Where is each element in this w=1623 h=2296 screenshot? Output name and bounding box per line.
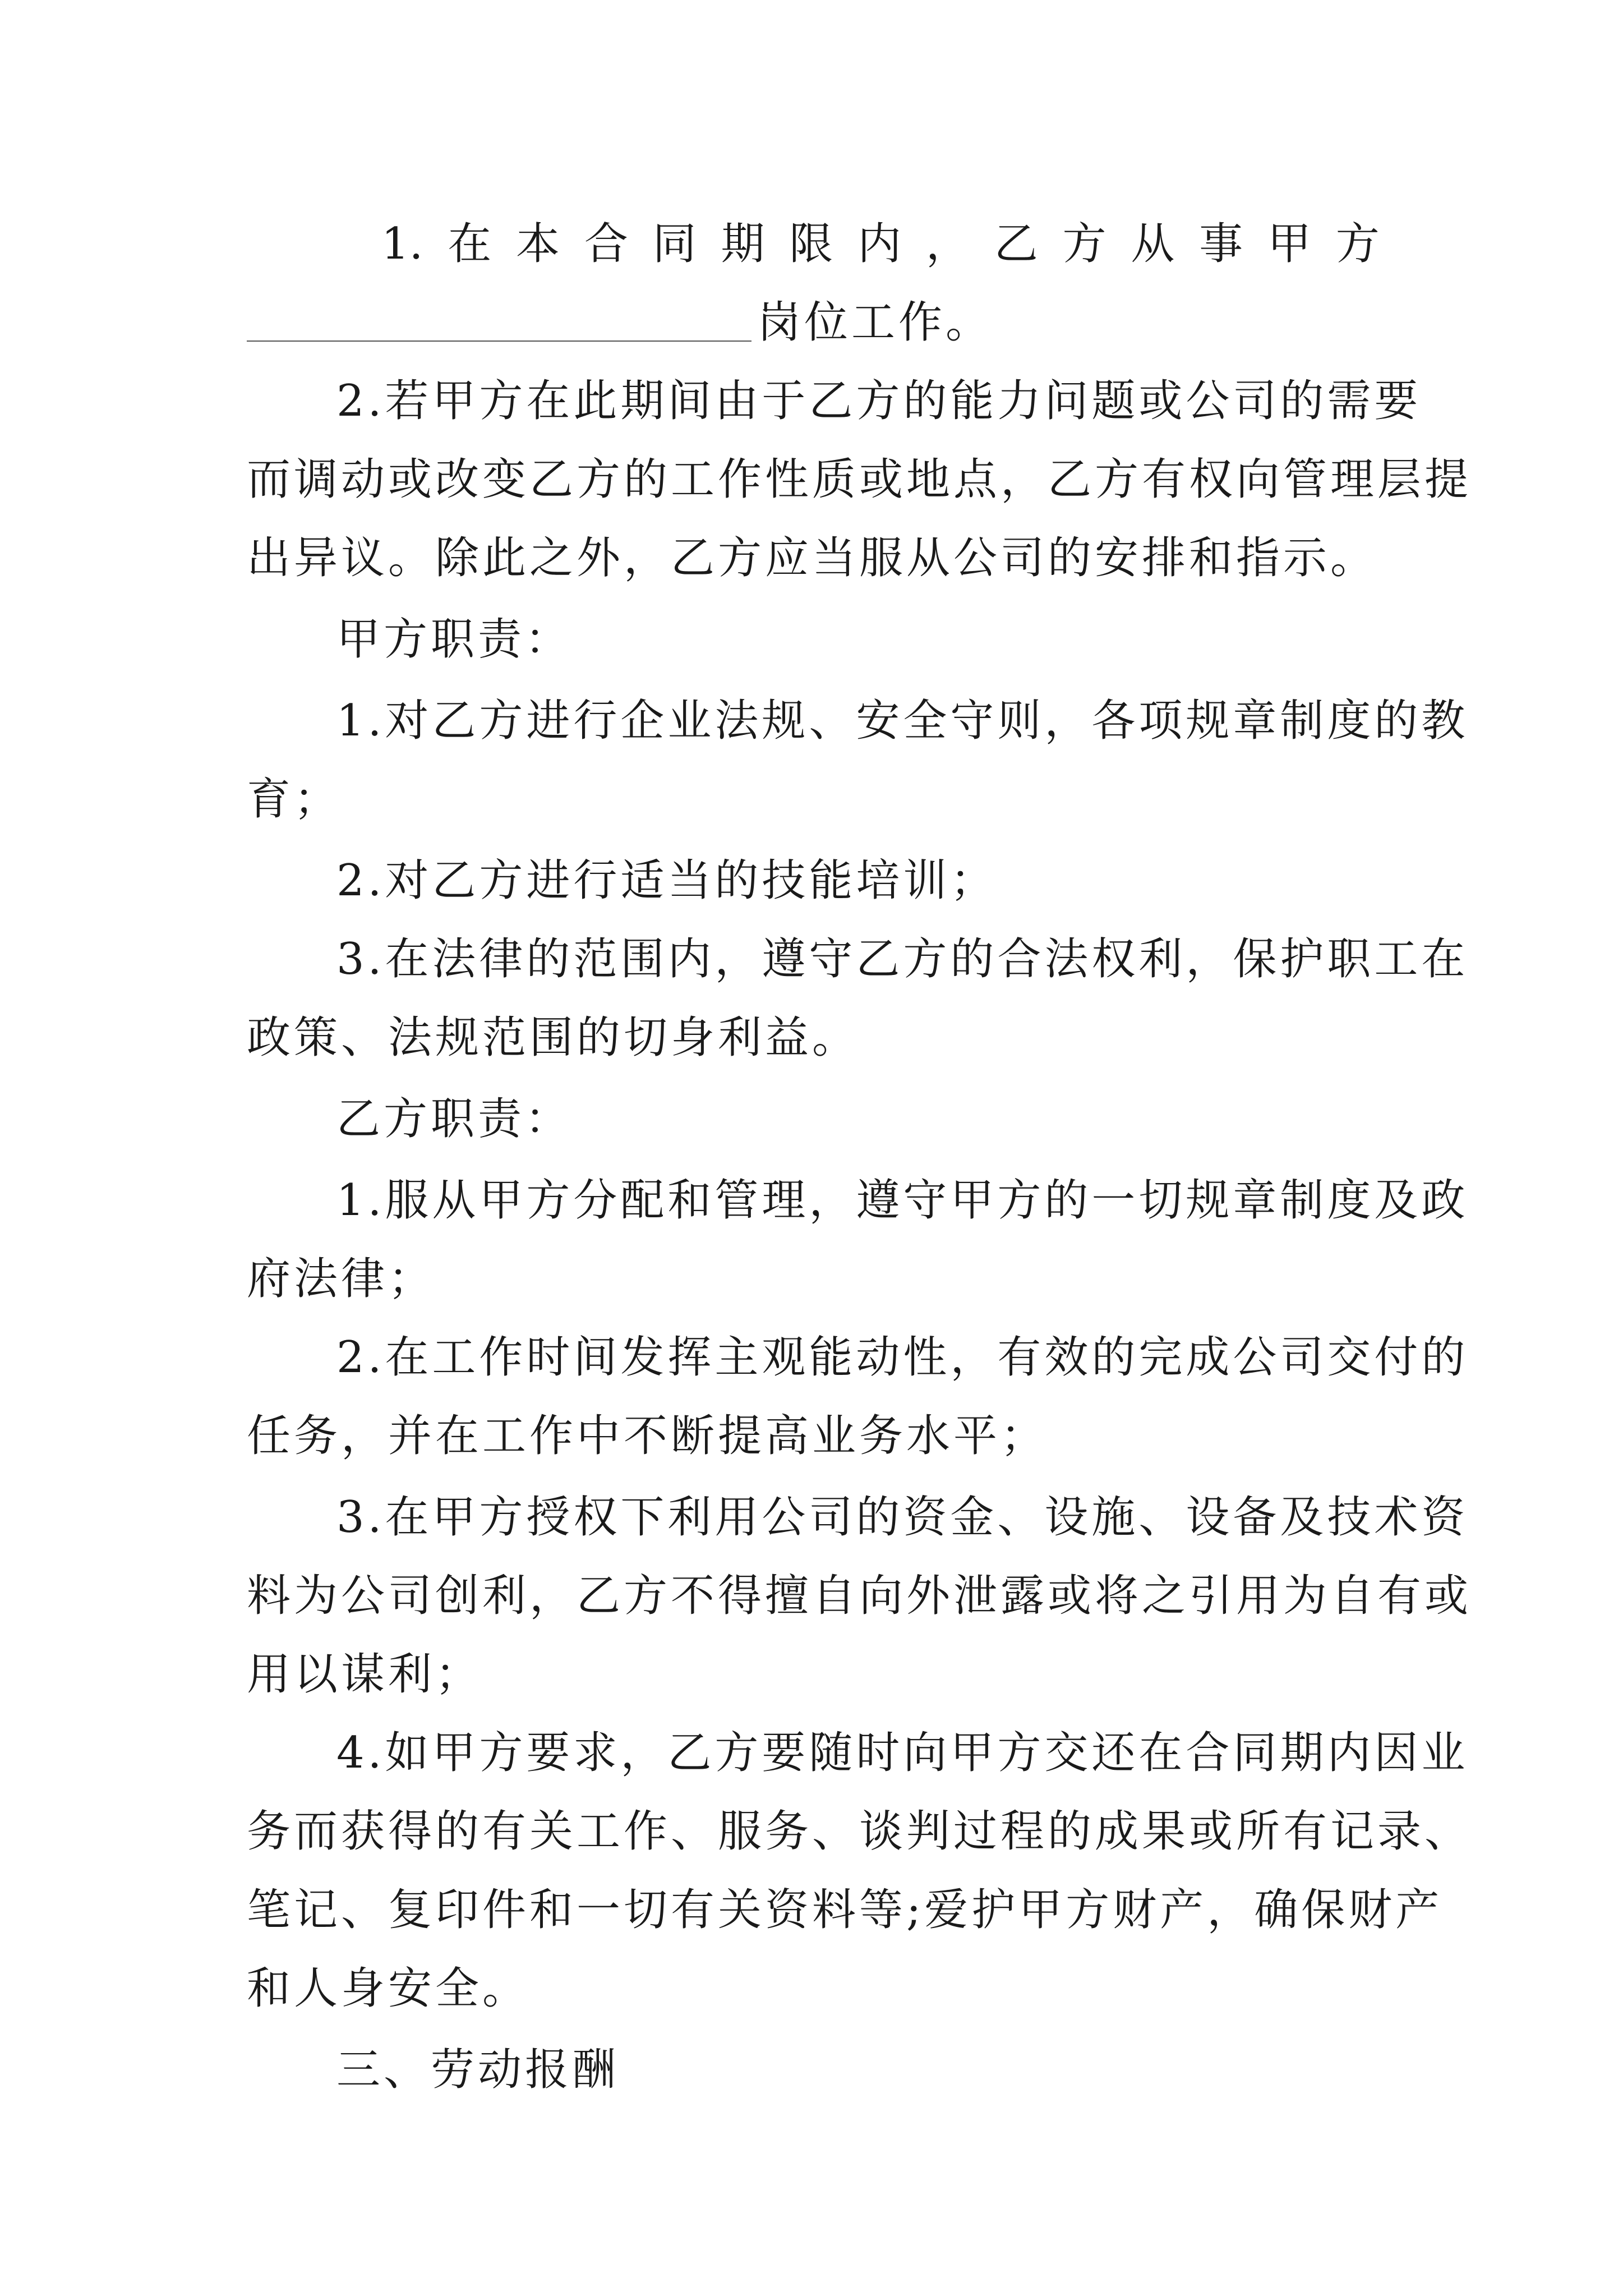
party-b-duty-4-line-2: 务而获得的有关工作、服务、谈判过程的成果或所有记录、 [247,1806,1472,1857]
party-b-duty-3-line-2: 料为公司创利，乙方不得擅自向外泄露或将之引用为自有或 [247,1571,1472,1621]
party-a-duty-3-line-1: 3.在法律的范围内，遵守乙方的合法权利，保护职工在 [336,934,1469,984]
clause-1-line-2 [247,283,1380,362]
party-a-duty-3-line-2: 政策、法规范围的切身利益。 [247,1013,860,1063]
party-b-duty-4-line-3: 笔记、复印件和一切有关资料等;爱护甲方财产，确保财产 [247,1885,1443,1935]
party-b-duty-1-line-2: 府法律； [247,1254,436,1304]
party-b-duty-3-line-3: 用以谋利； [247,1649,483,1700]
char: 内 [857,219,902,269]
clause-number: 1. [381,219,423,269]
char: 期 [721,219,765,269]
char: 在 [448,219,492,269]
clause-2-line-3: 出异议。除此之外，乙方应当服从公司的安排和指示。 [247,533,1378,583]
party-b-duty-1-line-1: 1.服从甲方分配和管理，遵守甲方的一切规章制度及政 [336,1175,1469,1226]
char: 本 [516,219,560,269]
party-b-duty-2-line-2: 任务，并在工作中不断提高业务水平； [247,1411,1048,1461]
char: 同 [652,219,697,269]
heading-party-b-duties: 乙方职责： [336,1094,573,1144]
clause-1-tail: 岗位工作。 [757,297,993,348]
party-a-duty-1-line-1: 1.对乙方进行企业法规、安全守则，各项规章制度的教 [336,696,1469,746]
clause-2-line-2: 而调动或改变乙方的工作性质或地点，乙方有权向管理层提 [247,454,1472,505]
party-b-duty-2-line-1: 2.在工作时间发挥主观能动性，有效的完成公司交付的 [336,1332,1469,1383]
char: 合 [584,219,628,269]
char: 从 [1131,219,1175,269]
party-a-duty-1-line-2: 育； [247,774,342,825]
party-b-duty-3-line-1: 3.在甲方授权下利用公司的资金、设施、设备及技术资 [336,1492,1469,1543]
clause-2-line-1: 2.若甲方在此期间由于乙方的能力问题或公司的需要 [336,376,1422,426]
fill-in-blank [247,341,751,342]
heading-party-a-duties: 甲方职责： [336,614,573,665]
party-b-duty-4-line-4: 和人身安全。 [247,1963,530,2014]
char: 方 [1062,219,1106,269]
party-a-duty-2: 2.对乙方进行适当的技能培训； [336,855,998,906]
char: ， [925,219,970,269]
party-b-duty-4-line-1: 4.如甲方要求，乙方要随时向甲方交还在合同期内因业 [336,1728,1469,1778]
clause-1-line-1 [247,205,1380,283]
char: 方 [1335,219,1380,269]
char: 事 [1199,219,1243,269]
section-3-heading: 三、劳动报酬 [336,2045,620,2095]
char: 甲 [1267,219,1311,269]
char: 乙 [994,219,1038,269]
char: 限 [789,219,833,269]
